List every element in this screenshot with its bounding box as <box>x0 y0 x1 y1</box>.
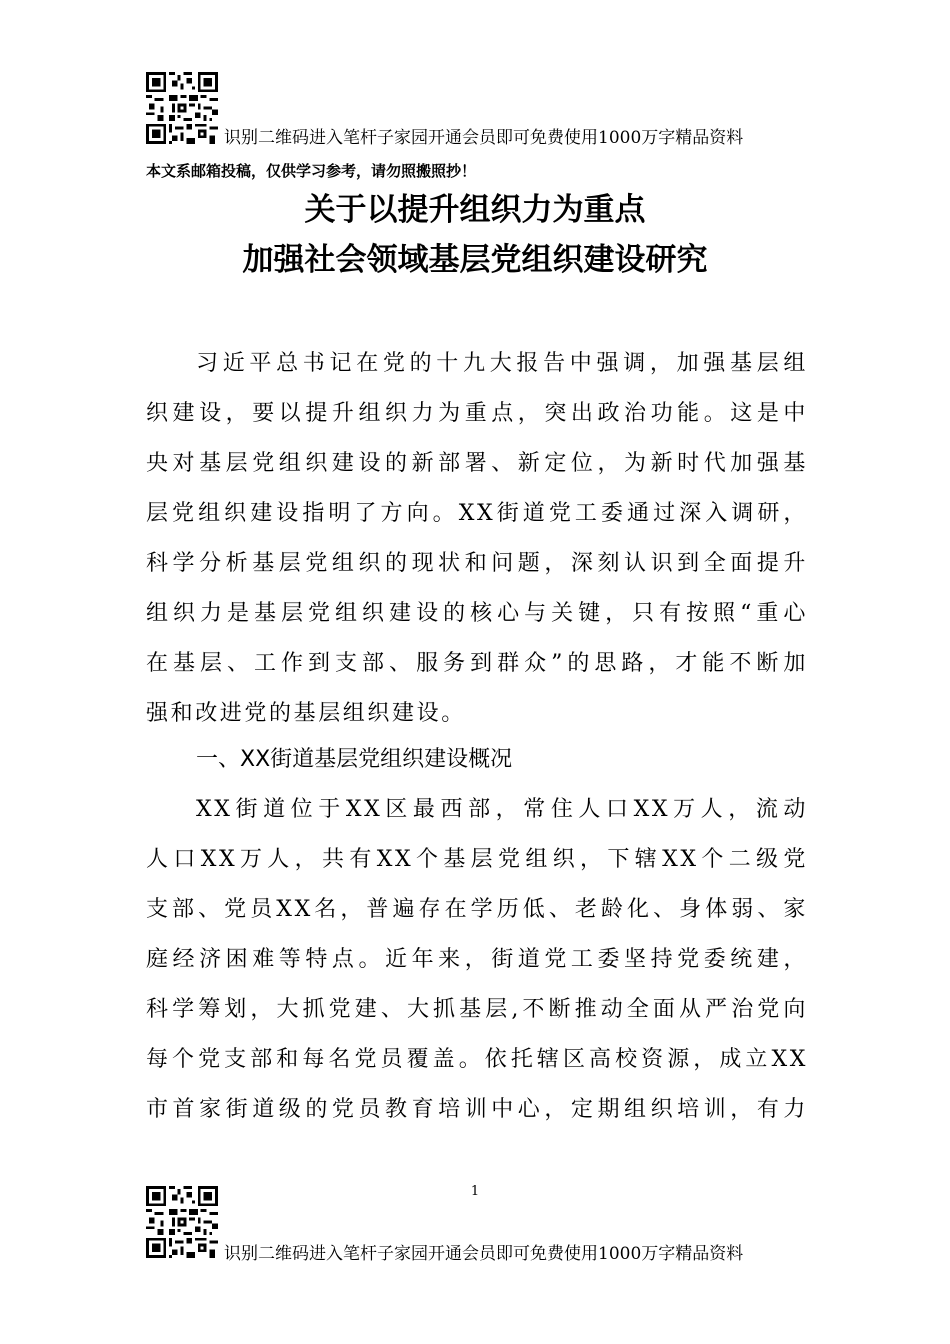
text-line: 庭经济困难等特点。近年来，街道党工委坚持党委统建， <box>146 947 808 972</box>
section-1-paragraph <box>146 785 808 1135</box>
text-line: 央对基层党组织建设的新部署、新定位，为新时代加强基 <box>146 451 808 476</box>
footer-promo-text: 识别二维码进入笔杆子家园开通会员即可免费使用1000万字精品资料 <box>224 1244 744 1264</box>
text-line: 组织力是基层党组织建设的核心与关键，只有按照“重心 <box>146 601 808 626</box>
header-promo-text: 识别二维码进入笔杆子家园开通会员即可免费使用1000万字精品资料 <box>224 128 744 148</box>
text-line: 支部、党员XX名，普遍存在学历低、老龄化、身体弱、家 <box>146 897 808 922</box>
text-line: 习近平总书记在党的十九大报告中强调，加强基层组 <box>196 351 808 376</box>
text-line: XX街道位于XX区最西部，常住人口XX万人，流动 <box>196 797 808 822</box>
text-line: 织建设，要以提升组织力为重点，突出政治功能。这是中 <box>146 401 808 426</box>
text-line: 每个党支部和每名党员覆盖。依托辖区高校资源，成立XX <box>146 1047 808 1072</box>
document-title-line-2: 加强社会领域基层党组织建设研究 <box>242 242 708 278</box>
page-number: 1 <box>470 1184 480 1199</box>
text-line: 人口XX万人，共有XX个基层党组织，下辖XX个二级党 <box>146 847 808 872</box>
text-line: 在基层、工作到支部、服务到群众”的思路，才能不断加 <box>146 651 808 676</box>
text-line: 市首家街道级的党员教育培训中心，定期组织培训，有力 <box>146 1097 808 1122</box>
header-qr-code-icon <box>146 72 218 144</box>
submission-notice: 本文系邮箱投稿，仅供学习参考，请勿照搬照抄！ <box>146 162 477 180</box>
section-heading: 一、XX街道基层党组织建设概况 <box>196 747 513 772</box>
text-line: 科学分析基层党组织的现状和问题，深刻认识到全面提升 <box>146 551 808 576</box>
text-line: 层党组织建设指明了方向。XX街道党工委通过深入调研， <box>146 501 808 526</box>
intro-paragraph <box>146 339 808 739</box>
text-line: 强和改进党的基层组织建设。 <box>146 701 466 726</box>
text-line: 科学筹划，大抓党建、大抓基层,不断推动全面从严治党向 <box>146 997 808 1022</box>
document-title-line-1: 关于以提升组织力为重点 <box>304 192 646 228</box>
footer-qr-code-icon <box>146 1186 218 1258</box>
